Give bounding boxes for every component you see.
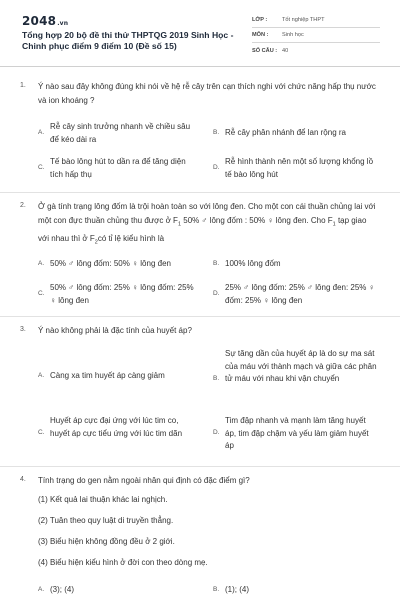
header-divider (0, 66, 400, 67)
option-letter: B. (213, 586, 220, 593)
option-text: (1); (4) (225, 585, 249, 594)
question-number: 2. (20, 202, 26, 209)
meta-row-subject (252, 28, 380, 43)
meta-label: SỐ CÂU : (252, 47, 278, 54)
question-number: 3. (20, 326, 26, 333)
option-letter: C. (38, 164, 45, 171)
question-text: Tính trạng do gen nằm ngoài nhân qui định có đặc điểm gì? (38, 476, 250, 485)
question-text: Ý nào sau đây không đúng khi nói về hệ rễ cây trên cạn thích nghi với chức năng hấp thụ nước và ion khoáng ? (38, 82, 376, 105)
logo-suffix: .vn (57, 20, 69, 27)
question-1 (20, 80, 386, 190)
question-number: 4. (20, 476, 26, 483)
meta-label: MÔN : (252, 32, 269, 38)
option-letter: C. (38, 429, 45, 436)
site-logo[interactable] (22, 14, 68, 28)
statement-item: (1) Kết quả lai thuận khác lai nghịch. (38, 495, 168, 504)
question-text: Ý nào không phải là đặc tính của huyết áp? (38, 326, 192, 335)
meta-label: LỚP : (252, 17, 268, 23)
option-letter: A. (38, 260, 45, 267)
question-text-part: có tỉ lệ kiểu hình là (97, 233, 165, 243)
option-letter: D. (213, 164, 220, 171)
option-letter: A. (38, 586, 45, 593)
option-letter: A. (38, 129, 45, 136)
logo-text: 2048 (22, 14, 57, 28)
option-text: Huyết áp cực đại ứng với lúc tim co, huyết áp cực tiểu ứng với lúc tim dãn (50, 416, 183, 438)
option-letter: C. (38, 290, 45, 297)
question-divider (0, 192, 400, 193)
option-text: Rễ cây phân nhánh để lan rộng ra (225, 128, 346, 137)
document-title: Tổng hợp 20 bộ đề thi thử THPTQG 2019 Sinh Học - Chinh phục điểm 9 điểm 10 (Đề số 15) (22, 30, 234, 51)
option-text: Rễ hình thành nên một số lượng khổng lồ tế bào lông hút (225, 157, 374, 179)
question-2 (20, 200, 386, 318)
option-letter: D. (213, 429, 220, 436)
page-header (0, 0, 400, 66)
question-number: 1. (20, 82, 26, 89)
statement-item: (3) Biểu hiện không đồng đều ở 2 giới. (38, 537, 175, 546)
option-text: Rễ cây sinh trưởng nhanh về chiều sâu để kéo dài ra (50, 122, 191, 144)
exam-meta-table (252, 13, 380, 58)
option-letter: B. (213, 375, 220, 382)
option-text: Tế bào lông hút to dần ra để tăng diện tích hấp thụ (50, 157, 186, 179)
option-text: 100% lông đốm (225, 259, 281, 268)
option-text: 50% ♂ lông đốm: 50% ♀ lông đen (50, 259, 171, 268)
meta-row-class (252, 13, 380, 28)
question-text (38, 200, 378, 250)
meta-row-question-count (252, 43, 380, 58)
subscript: 2 (94, 239, 98, 246)
statement-item: (2) Tuân theo quy luật di truyền thẳng. (38, 516, 174, 525)
option-text: Sự tăng dần của huyết áp là do sự ma sát của máu với thành mạch và giữa các phân tử máu với nhau khi vận chuyển (225, 349, 377, 383)
subscript: 1 (177, 221, 182, 228)
question-text-part: Ở gà tính trạng lông đốm là trội hoàn toàn so với lông đen. Cho một con cái thuần chủng lai với một con đực thuần chủng thu được ở F (38, 202, 376, 225)
option-text: Càng xa tim huyết áp càng giảm (50, 371, 165, 380)
option-text: Tim đập nhanh và mạnh làm tăng huyết áp, tim đập chậm và yếu làm giảm huyết áp (225, 416, 369, 450)
option-letter: B. (213, 129, 220, 136)
option-letter: B. (213, 260, 220, 267)
subscript: 1 (332, 221, 336, 228)
question-divider (0, 316, 400, 317)
statement-item: (4) Biểu hiện kiểu hình ở đời con theo dòng mẹ. (38, 558, 208, 567)
meta-value: Sinh học (282, 32, 304, 38)
meta-value: Tốt nghiệp THPT (282, 17, 325, 23)
option-text: 50% ♂ lông đốm: 25% ♀ lông đốm: 25% ♀ lông đen (50, 283, 194, 305)
option-letter: A. (38, 372, 45, 379)
option-text: 25% ♂ lông đốm: 25% ♂ lông đen: 25% ♀ đốm: 25% ♀ lông đen (225, 283, 375, 305)
option-letter: D. (213, 290, 220, 297)
question-divider (0, 466, 400, 467)
question-3 (20, 324, 386, 464)
question-text-part: tạp giao với nhau thì ở F (38, 215, 367, 243)
question-text-part: 50% ♂ lông đốm : 50% ♀ lông đen. Cho F (181, 215, 333, 225)
option-text: (3); (4) (50, 585, 74, 594)
meta-value: 40 (282, 47, 289, 54)
question-4 (20, 474, 386, 600)
